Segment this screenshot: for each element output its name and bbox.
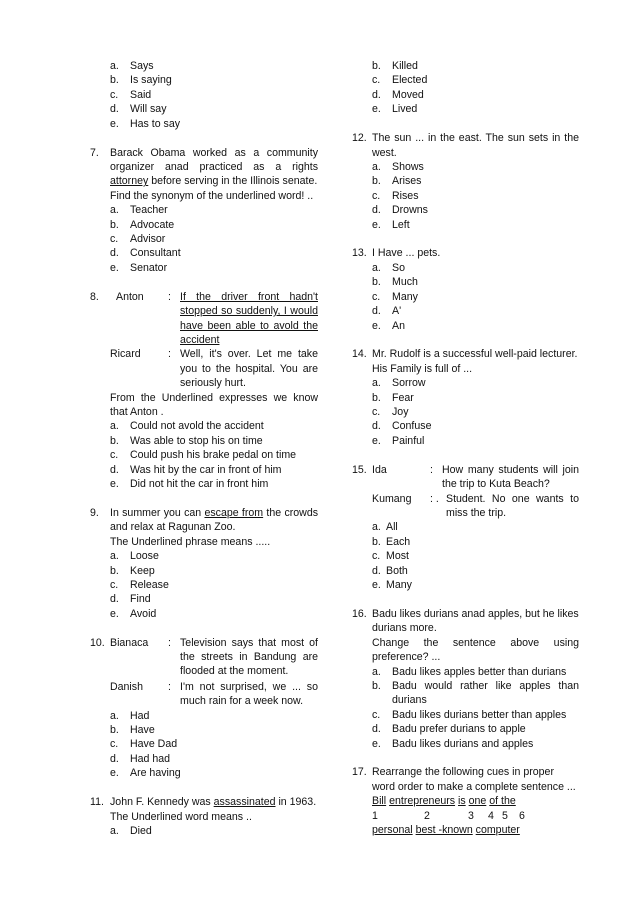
option-c: c. Many bbox=[372, 290, 418, 303]
question-9 bbox=[90, 506, 318, 621]
q11-options-continued bbox=[372, 59, 579, 117]
option-d: d. A' bbox=[372, 305, 402, 318]
option-b: b. Much bbox=[372, 276, 418, 289]
question-instruction: The Underlined phrase means ..... bbox=[110, 535, 271, 548]
cue-words-row-2 bbox=[372, 823, 579, 837]
option-b: b. Arises bbox=[372, 175, 422, 188]
question-number: 8. bbox=[90, 290, 99, 303]
cue-number: 3 bbox=[468, 809, 474, 822]
question-16 bbox=[352, 607, 579, 751]
option-e: e. Has to say bbox=[110, 117, 181, 130]
question-number: 17. bbox=[352, 766, 367, 779]
cue-word: entrepreneurs bbox=[389, 795, 456, 808]
question-12 bbox=[352, 131, 579, 232]
option-b: b. Badu would rather like apples than durians bbox=[372, 679, 579, 707]
right-column bbox=[352, 59, 579, 852]
option-b: b. Fear bbox=[372, 391, 414, 404]
cue-number: 6 bbox=[519, 809, 525, 822]
option-b: b. Keep bbox=[110, 564, 155, 577]
question-13 bbox=[352, 246, 579, 332]
question-text: The sun ... in the east. The sun sets in the west. bbox=[372, 132, 579, 159]
option-c: c. Could push his brake pedal on time bbox=[110, 449, 297, 462]
option-b: b. Have bbox=[110, 724, 155, 737]
question-number: 10. bbox=[90, 636, 105, 649]
dialogue-line: Danish : I'm not surprised, we ... so much rain for a week now. bbox=[110, 680, 318, 708]
option-d: d. Will say bbox=[110, 103, 167, 116]
option-d: d. Was hit by the car in front of him bbox=[110, 463, 282, 476]
cue-word: Bill bbox=[372, 795, 387, 808]
dialogue-line: Kumang : . Student. No one wants to miss the trip. bbox=[372, 492, 579, 519]
question-number: 14. bbox=[352, 348, 367, 361]
option-b: b. Killed bbox=[372, 60, 418, 72]
dialogue-line: Ricard : Well, it's over. Let me take you to the hospital. You are seriously hurt. bbox=[110, 348, 318, 390]
option-c: c. Elected bbox=[372, 74, 428, 87]
option-a: a. Says bbox=[110, 60, 154, 72]
option-d: d. Moved bbox=[372, 88, 424, 101]
option-c: c. Joy bbox=[372, 406, 409, 419]
option-a: a. Shows bbox=[372, 160, 424, 173]
question-7 bbox=[90, 146, 318, 276]
question-text: Barack Obama worked as a community organizer anad practiced as a rights attorney before serving in the Illinois senate. bbox=[110, 146, 318, 188]
dialogue-line: Bianaca : Television says that most of the streets in Bandung are flooded at the moment. bbox=[110, 636, 318, 678]
option-d: d. Both bbox=[372, 564, 408, 577]
q6-options-continued bbox=[110, 59, 318, 131]
question-14 bbox=[352, 347, 579, 448]
underlined-word: assassinated bbox=[213, 796, 276, 809]
option-c: c. Badu likes durians better than apples bbox=[372, 708, 567, 721]
cue-number: 1 bbox=[372, 809, 378, 822]
option-a: a. Could not avold the accident bbox=[110, 420, 264, 433]
question-text: John F. Kennedy was assassinated in 1963. bbox=[110, 796, 317, 809]
option-a: a. Had bbox=[110, 709, 150, 722]
question-text: Mr. Rudolf is a successful well-paid lecturer. His Family is full of ... bbox=[372, 348, 578, 375]
option-a: a. Died bbox=[110, 825, 152, 837]
question-text: Badu likes durians anad apples, but he likes durians more. bbox=[372, 607, 579, 635]
option-c: c. Release bbox=[110, 578, 169, 591]
option-d: d. Badu prefer durians to apple bbox=[372, 723, 526, 736]
question-number: 15. bbox=[352, 463, 367, 476]
speaker-name: Ida bbox=[372, 463, 387, 476]
question-text: Rearrange the following cues in proper word order to make a complete sentence ... bbox=[372, 766, 576, 793]
option-b: b. Advocate bbox=[110, 218, 175, 231]
option-e: e. Left bbox=[372, 218, 410, 231]
cue-words-row bbox=[372, 794, 579, 808]
underlined-phrase: escape from bbox=[204, 506, 264, 519]
option-a: a. So bbox=[372, 261, 405, 274]
option-d: d. Consultant bbox=[110, 247, 181, 260]
speaker-name: Danish bbox=[110, 680, 143, 693]
question-8 bbox=[90, 290, 318, 492]
cue-number: 4 bbox=[488, 809, 494, 822]
question-instruction: Find the synonym of the underlined word! .. bbox=[110, 189, 314, 202]
question-11 bbox=[90, 795, 318, 838]
cue-numbers-row bbox=[372, 809, 579, 823]
option-e: e. An bbox=[372, 319, 405, 332]
cue-word: personal bbox=[372, 824, 413, 837]
option-e: e. Did not hit the car in front him bbox=[110, 477, 269, 490]
question-number: 9. bbox=[90, 506, 99, 519]
cue-word: is bbox=[458, 795, 466, 808]
option-b: b. Is saying bbox=[110, 74, 172, 87]
option-c: c. Advisor bbox=[110, 232, 166, 245]
option-e: e. Are having bbox=[110, 767, 181, 780]
option-d: d. Confuse bbox=[372, 420, 432, 433]
question-instruction: From the Underlined expresses we know that Anton . bbox=[110, 391, 318, 418]
question-number: 12. bbox=[352, 132, 367, 145]
option-d: d. Had had bbox=[110, 752, 171, 765]
question-number: 16. bbox=[352, 607, 367, 620]
option-a: a. Loose bbox=[110, 550, 159, 563]
question-instruction: Change the sentence above using preference? ... bbox=[372, 636, 579, 664]
cue-word: computer bbox=[475, 824, 520, 837]
question-number: 11. bbox=[90, 796, 104, 809]
option-a: a. Sorrow bbox=[372, 377, 426, 390]
option-b: b. Was able to stop his on time bbox=[110, 434, 263, 447]
option-e: e. Many bbox=[372, 579, 412, 591]
dialogue-line: Ida : How many students will join the trip to Kuta Beach? bbox=[372, 463, 579, 491]
option-c: c. Rises bbox=[372, 189, 419, 202]
speaker-name: Kumang bbox=[372, 492, 412, 505]
option-a: a. Teacher bbox=[110, 204, 168, 217]
option-c: c. Have Dad bbox=[110, 738, 178, 751]
question-instruction: The Underlined word means .. bbox=[110, 810, 252, 823]
question-15 bbox=[352, 463, 579, 593]
cue-number: 2 bbox=[424, 809, 430, 822]
option-a: a. Badu likes apples better than durians bbox=[372, 665, 567, 678]
cue-word: one bbox=[468, 795, 487, 808]
left-column bbox=[90, 59, 318, 853]
option-c: c. Most bbox=[372, 550, 409, 563]
underlined-expression: If the driver front hadn't stopped so suddenly, I would have been able to avold the accident bbox=[180, 290, 318, 346]
dialogue-line: Anton : If the driver front hadn't stopped so suddenly, I would have been able to avold the accident bbox=[110, 290, 318, 348]
speaker-name: Ricard bbox=[110, 348, 141, 361]
underlined-word: attorney bbox=[110, 175, 149, 188]
option-e: e. Badu likes durians and apples bbox=[372, 737, 534, 750]
option-e: e. Lived bbox=[372, 103, 418, 116]
question-17 bbox=[352, 765, 579, 837]
question-text: In summer you can escape from the crowds and relax at Ragunan Zoo. bbox=[110, 506, 319, 534]
option-c: c. Said bbox=[110, 88, 152, 101]
option-a: a. All bbox=[372, 521, 398, 534]
question-number: 13. bbox=[352, 247, 367, 260]
option-d: d. Find bbox=[110, 593, 151, 606]
cue-number: 5 bbox=[502, 809, 508, 822]
question-10 bbox=[90, 636, 318, 781]
cue-word: best -known bbox=[415, 824, 473, 837]
question-number: 7. bbox=[90, 146, 99, 159]
option-d: d. Drowns bbox=[372, 204, 428, 217]
option-e: e. Painful bbox=[372, 434, 425, 447]
option-e: e. Senator bbox=[110, 261, 168, 274]
speaker-name: Anton bbox=[116, 290, 144, 303]
option-b: b. Each bbox=[372, 535, 411, 548]
option-e: e. Avoid bbox=[110, 607, 157, 620]
cue-word: of the bbox=[489, 795, 516, 808]
speaker-name: Bianaca bbox=[110, 636, 149, 649]
question-text: I Have ... pets. bbox=[372, 247, 441, 260]
